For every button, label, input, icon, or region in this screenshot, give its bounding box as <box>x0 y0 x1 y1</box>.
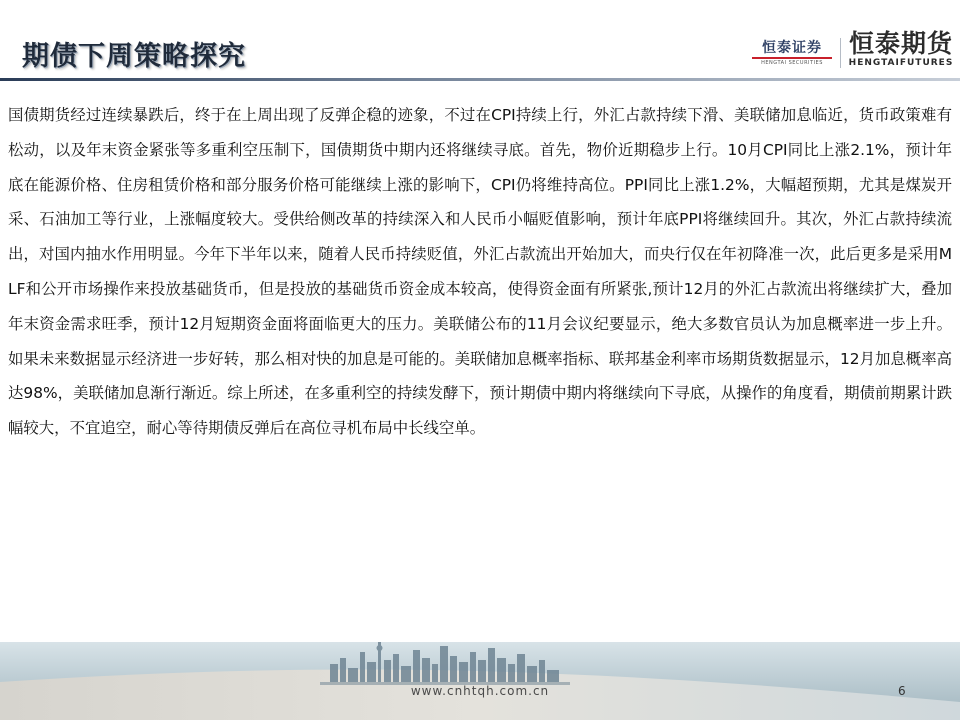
city-skyline-image <box>0 612 960 720</box>
slide-title: 期债下周策略探究 <box>22 41 246 72</box>
body-paragraph: 国债期货经过连续暴跌后，终于在上周出现了反弹企稳的迹象，不过在CPI持续上行，外汇占款持续下滑、美联储加息临近，货币政策难有松动，以及年末资金紧张等多重利空压制下，国债期货中期内还将继续寻底。首先，物价近期稳步上行。10月CPI同比上涨2.1%，预计年底在能源价格、住房租赁价格和部分服务价格可能继续上涨的影响下，CPI仍将维持高位。PPI同比上涨1.2%，大幅超预期，尤其是煤炭开采、石油加工等行业，上涨幅度较大。受供给侧改革的持续深入和人民币小幅贬值影响，预计年底PPI将继续回升。其次，外汇占款持续流出，对国内抽水作用明显。今年下半年以来，随着人民币持续贬值，外汇占款流出开始加大，而央行仅在年初降准一次，此后更多是采用MLF和公开市场操作来投放基础货币，但是投放的基础货币资金成本较高，使得资金面有所紧张,预计12月的外汇占款流出将继续扩大，叠加年末资金需求旺季，预计12月短期资金面将面临更大的压力。美联储公布的11月会议纪要显示，绝大多数官员认为加息概率进一步上升。如果未来数据显示经济进一步好转，那么相对快的加息是可能的。美联储加息概率指标、联邦基金利率市场期货数据显示，12月加息概率高达98%，美联储加息渐行渐近。综上所述，在多重利空的持续发酵下，预计期债中期内将继续向下寻底，从操作的角度看，期债前期累计跌幅较大，不宜追空，耐心等待期债反弹后在高位寻机布局中长线空单。 <box>8 106 952 438</box>
slide-header <box>0 0 960 86</box>
securities-logo-en: HENGTAI SECURITIES <box>761 60 823 66</box>
hengtai-securities-logo <box>750 40 834 66</box>
page-number: 6 <box>898 684 906 698</box>
hengtai-futures-logo <box>846 30 956 72</box>
logo-divider <box>840 38 841 68</box>
logo-red-underline <box>752 57 832 59</box>
futures-logo-en: HENGTAIFUTURES <box>848 58 954 68</box>
header-divider <box>0 78 960 81</box>
footer-website-url: www.cnhtqh.com.cn <box>410 684 550 698</box>
futures-logo-cn: 恒泰期货 <box>848 29 953 58</box>
securities-logo-cn: 恒泰证券 <box>762 40 822 56</box>
